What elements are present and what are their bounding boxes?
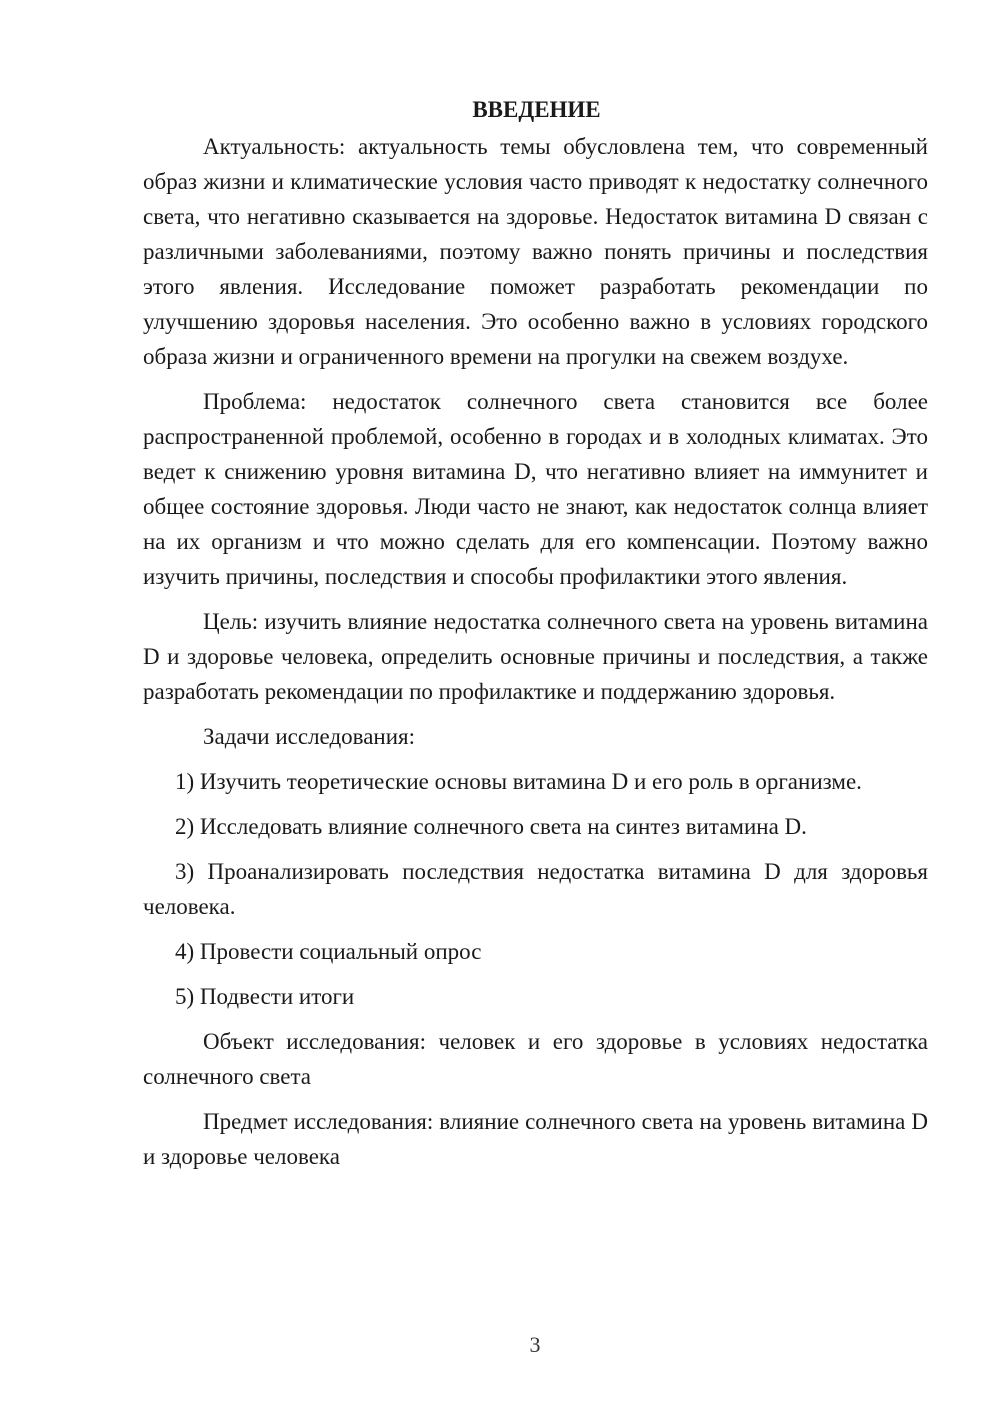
- paragraph-relevance: Актуальность: актуальность темы обусловлена тем, что современный образ жизни и климатические условия часто приводят к недостатку солнечного света, что негативно сказывается на здоровье. Недостаток витамина D связан с различными заболеваниями, поэтому важно понять причины и последствия этого явления. Исследование поможет разработать рекомендации по улучшению здоровья населения. Это особенно важно в условиях городского образа жизни и ограниченного времени на прогулки на свежем воздухе.: [143, 134, 928, 369]
- task-item-1: 1) Изучить теоретические основы витамина D и его роль в организме.: [175, 769, 862, 794]
- task-item-2: 2) Исследовать влияние солнечного света на синтез витамина D.: [175, 814, 807, 839]
- tasks-heading: Задачи исследования:: [203, 724, 416, 749]
- page-content: [143, 92, 928, 1184]
- page-number: 3: [529, 1332, 541, 1357]
- page-title: ВВЕДЕНИЕ: [472, 97, 601, 122]
- paragraph-problem: Проблема: недостаток солнечного света становится все более распространенной проблемой, особенно в городах и в холодных климатах. Это ведет к снижению уровня витамина D, что негативно влияет на иммунитет и общее состояние здоровья. Люди часто не знают, как недостаток солнца влияет на их организм и что можно сделать для его компенсации. Поэтому важно изучить причины, последствия и способы профилактики этого явления.: [143, 389, 928, 589]
- paragraph-object: Объект исследования: человек и его здоровье в условиях недостатка солнечного света: [143, 1029, 928, 1089]
- task-item-4: 4) Провести социальный опрос: [175, 939, 482, 964]
- task-item-3: 3) Проанализировать последствия недостатка витамина D для здоровья человека.: [143, 859, 928, 919]
- paragraph-subject: Предмет исследования: влияние солнечного света на уровень витамина D и здоровье человека: [143, 1109, 928, 1169]
- task-item-5: 5) Подвести итоги: [175, 984, 355, 1009]
- paragraph-goal: Цель: изучить влияние недостатка солнечного света на уровень витамина D и здоровье человека, определить основные причины и последствия, а также разработать рекомендации по профилактике и поддержанию здоровья.: [143, 609, 928, 704]
